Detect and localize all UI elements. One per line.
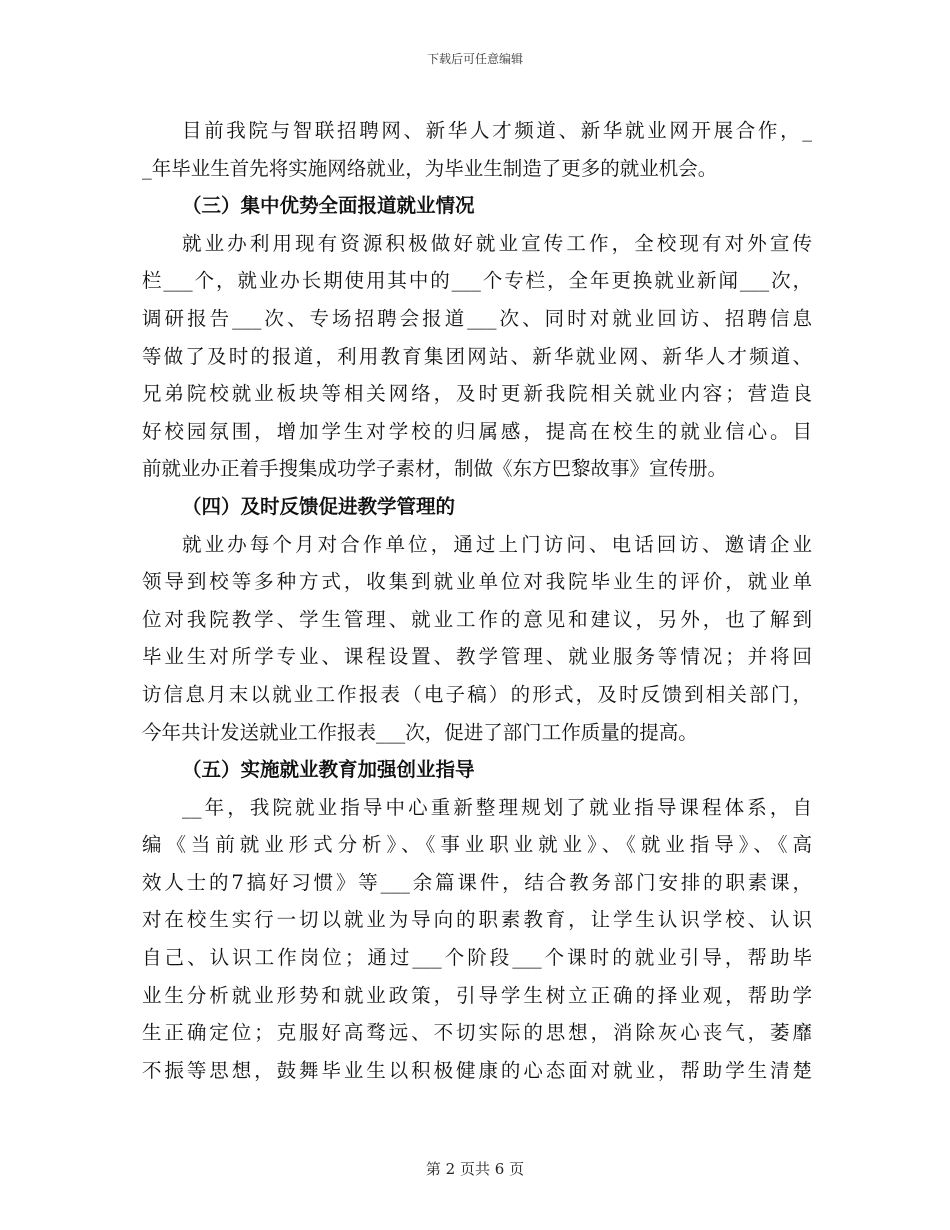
paragraph-line: 访信息月末以就业工作报表（电子稿）的形式，及时反馈到相关部门， (142, 682, 812, 706)
paragraph-line: 不振等思想，鼓舞毕业生以积极健康的心态面对就业，帮助学生清楚 (142, 1058, 812, 1082)
section-heading-3: （三）集中优势全面报道就业情况 (182, 194, 475, 218)
paragraph-line: 调研报告___次、专场招聘会报道___次、同时对就业回访、招聘信息 (142, 306, 812, 330)
paragraph-line: 前就业办正着手搜集成功学子素材，制做《东方巴黎故事》宣传册。 (142, 457, 728, 481)
page-number: 第 2 页共 6 页 (425, 1160, 525, 1178)
paragraph-line: 自己、认识工作岗位；通过___个阶段___个课时的就业引导，帮助毕 (142, 946, 812, 970)
paragraph-line: 好校园氛围，增加学生对学校的归属感，提高在校生的就业信心。目 (142, 419, 812, 443)
paragraph-line: _年毕业生首先将实施网络就业，为毕业生制造了更多的就业机会。 (142, 156, 718, 180)
paragraph-line: 毕业生对所学专业、课程设置、教学管理、就业服务等情况；并将回 (142, 645, 812, 669)
paragraph-line: 今年共计发送就业工作报表___次，促进了部门工作质量的提高。 (142, 720, 698, 744)
paragraph-line: 对在校生实行一切以就业为导向的职素教育，让学生认识学校、认识 (142, 908, 812, 932)
paragraph-line: 目前我院与智联招聘网、新华人才频道、新华就业网开展合作，_ (182, 119, 812, 142)
paragraph-line: 生正确定位；克服好高骛远、不切实际的思想，消除灰心丧气，萎靡 (142, 1021, 812, 1045)
paragraph-line: __年，我院就业指导中心重新整理规划了就业指导课程体系，自 (182, 795, 812, 819)
paragraph-line: 业生分析就业形势和就业政策，引导学生树立正确的择业观，帮助学 (142, 983, 812, 1007)
document-body (142, 112, 812, 1089)
paragraph-line: 效人士的7搞好习惯》等___余篇课件，结合教务部门安排的职素课， (142, 870, 812, 894)
paragraph-line: 等做了及时的报道，利用教育集团网站、新华就业网、新华人才频道、 (142, 344, 812, 368)
paragraph-line: 位对我院教学、学生管理、就业工作的意见和建议，另外，也了解到 (142, 607, 812, 631)
section-heading-4: （四）及时反馈促进教学管理的 (182, 494, 456, 518)
paragraph-line: 兄弟院校就业板块等相关网络，及时更新我院相关就业内容；营造良 (142, 382, 812, 406)
paragraph-line: 栏___个，就业办长期使用其中的___个专栏，全年更换就业新闻___次， (142, 269, 812, 293)
paragraph-line: 编《当前就业形式分析》、《事业职业就业》、《就业指导》、《高 (142, 833, 812, 857)
paragraph-line: 就业办每个月对合作单位，通过上门访问、电话回访、邀请企业 (182, 532, 812, 556)
section-heading-5: （五）实施就业教育加强创业指导 (182, 758, 475, 782)
paragraph-line: 领导到校等多种方式，收集到就业单位对我院毕业生的评价，就业单 (142, 570, 812, 594)
page-header-note: 下载后可任意编辑 (426, 52, 523, 66)
paragraph-line: 就业办利用现有资源积极做好就业宣传工作，全校现有对外宣传 (182, 231, 812, 255)
